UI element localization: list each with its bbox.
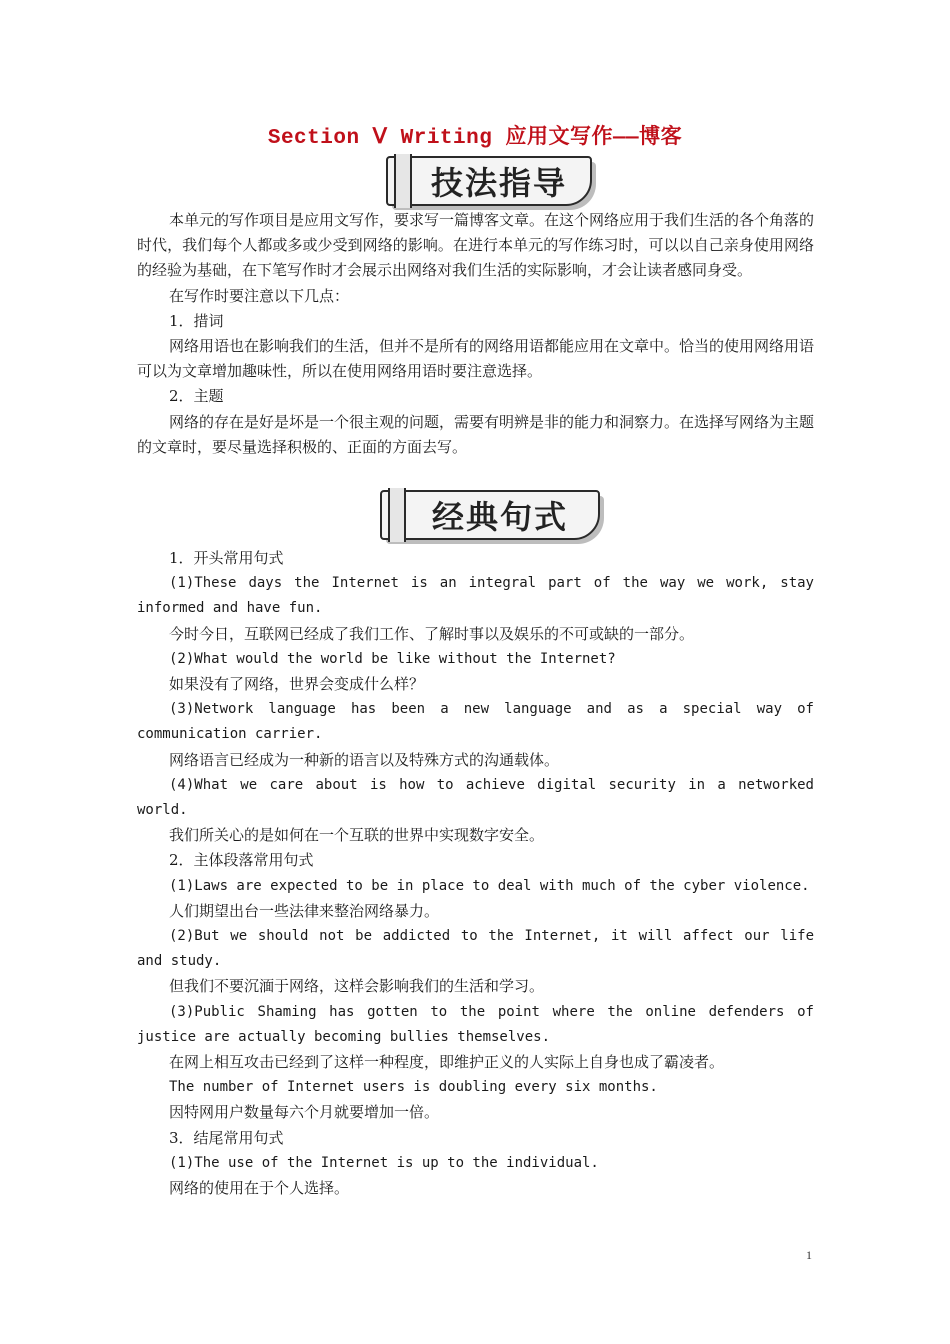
- chinese-translation: 我们所关心的是如何在一个互联的世界中实现数字安全。: [169, 826, 545, 845]
- tip-heading: 1．措词: [169, 311, 224, 330]
- english-sentence: (1)Laws are expected to be in place to deal with much of the cyber violence.: [169, 877, 810, 894]
- chinese-translation: 今时今日，互联网已经成了我们工作、了解时事以及娱乐的不可或缺的一部分。: [169, 624, 695, 643]
- chinese-translation: 但我们不要沉湎于网络，这样会影响我们的生活和学习。: [169, 977, 545, 996]
- english-sentence: The number of Internet users is doubling every six months.: [169, 1079, 658, 1096]
- page-title: Section Ⅴ Writing 应用文写作——博客: [267, 127, 683, 150]
- body-part-2: [137, 546, 814, 1201]
- notice-paragraph: 在写作时要注意以下几点：: [169, 286, 350, 305]
- chinese-translation: 网络的使用在于个人选择。: [169, 1179, 350, 1198]
- banner-label: 技法指导: [430, 164, 567, 202]
- chinese-translation: 如果没有了网络，世界会变成什么样？: [169, 675, 425, 694]
- tip-paragraph: 网络的存在是好是坏是一个很主观的问题，需要有明辨是非的能力和洞察力。在选择写网络为主题的文章时，要尽量选择积极的、正面的方面去写。: [137, 412, 815, 456]
- section-banner-techniques: [386, 156, 592, 206]
- english-sentence: (1)The use of the Internet is up to the individual.: [169, 1154, 599, 1171]
- english-sentence: (2)But we should not be addicted to the Internet, it will affect our life and study.: [137, 928, 814, 970]
- sentence-group-heading: 3．结尾常用句式: [169, 1128, 284, 1147]
- chinese-translation: 人们期望出台一些法律来整治网络暴力。: [169, 901, 440, 920]
- english-sentence: (1)These days the Internet is an integral part of the way we work, stay informed and have fun.: [137, 575, 814, 617]
- chinese-translation: 因特网用户数量每六个月就要增加一倍。: [169, 1103, 440, 1122]
- tip-heading: 2．主题: [169, 387, 224, 406]
- chinese-translation: 在网上相互攻击已经到了这样一种程度，即维护正义的人实际上自身也成了霸凌者。: [169, 1053, 725, 1072]
- english-sentence: (3)Public Shaming has gotten to the point where the online defenders of justice are actually becoming bullies themselves.: [137, 1003, 814, 1045]
- sentence-group-heading: 2．主体段落常用句式: [169, 851, 314, 870]
- chinese-translation: 网络语言已经成为一种新的语言以及特殊方式的沟通载体。: [169, 750, 560, 769]
- english-sentence: (2)What would the world be like without the Internet?: [169, 650, 616, 667]
- intro-paragraph: 本单元的写作项目是应用文写作，要求写一篇博客文章。在这个网络应用于我们生活的各个角落的时代，我们每个人都或多或少受到网络的影响。在进行本单元的写作练习时，可以以自己亲身使用网络的经验为基础，在下笔写作时才会展示出网络对我们生活的实际影响，才会让读者感同身受。: [137, 211, 815, 280]
- banner-notch: [394, 154, 412, 208]
- body-part-1: [137, 208, 814, 460]
- english-sentence: (3)Network language has been a new language and as a special way of communication carrier.: [137, 701, 814, 743]
- page-number: 1: [806, 1248, 812, 1262]
- section-banner-sentences: [380, 490, 600, 540]
- tip-paragraph: 网络用语也在影响我们的生活，但并不是所有的网络用语都能应用在文章中。恰当的使用网络用语可以为文章增加趣味性，所以在使用网络用语时要注意选择。: [137, 337, 815, 381]
- sentence-group-heading: 1．开头常用句式: [169, 549, 284, 567]
- banner-notch: [388, 488, 406, 542]
- english-sentence: (4)What we care about is how to achieve digital security in a networked world.: [137, 776, 814, 819]
- banner-label: 经典句式: [431, 498, 568, 536]
